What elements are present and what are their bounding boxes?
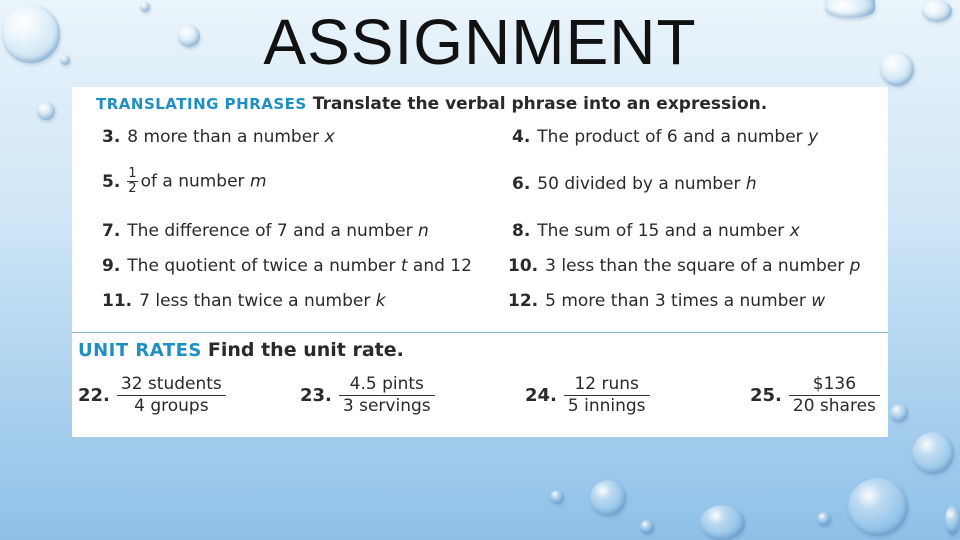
- item-number: 9.: [102, 256, 121, 276]
- rate-item: [300, 374, 435, 417]
- unit-rates-header: [78, 339, 404, 361]
- list-item: 8. The sum of 15 and a number x: [512, 221, 800, 241]
- list-item: 6. 50 divided by a number h: [512, 174, 757, 194]
- water-drop: [890, 404, 908, 422]
- translating-header: [96, 94, 767, 114]
- item-number: 10.: [508, 256, 539, 276]
- worksheet-image: [72, 87, 888, 437]
- rate-fraction: $136 20 shares: [789, 374, 880, 417]
- list-item: 10. 3 less than the square of a number p: [508, 256, 861, 276]
- section-divider: [72, 332, 888, 333]
- item-number: 6.: [512, 174, 531, 194]
- list-item: 4. The product of 6 and a number y: [512, 127, 819, 147]
- rate-item: [78, 374, 226, 417]
- item-number: 7.: [102, 221, 121, 241]
- rate-fraction: 4.5 pints 3 servings: [339, 374, 435, 417]
- page-title: ASSIGNMENT: [263, 6, 697, 78]
- translating-instruction: Translate the verbal phrase into an expression.: [312, 94, 768, 114]
- item-number: 24.: [525, 385, 557, 406]
- translating-heading: TRANSLATING PHRASES: [96, 95, 307, 113]
- water-drop: [640, 520, 654, 534]
- item-number: 5.: [102, 171, 121, 192]
- water-drop: [945, 505, 960, 535]
- unit-rates-instruction: Find the unit rate.: [207, 339, 404, 361]
- list-item: 9. The quotient of twice a number t and 12: [102, 256, 472, 276]
- item-number: 3.: [102, 127, 121, 147]
- list-item: 5. $\frac{1}{2}$ of a number m: [102, 166, 267, 196]
- water-drop: [912, 432, 954, 474]
- list-item: 11. 7 less than twice a number k: [102, 291, 386, 311]
- item-number: 12.: [508, 291, 539, 311]
- item-number: 22.: [78, 385, 110, 406]
- rate-item: [750, 374, 880, 417]
- fraction: $\frac{1}{2}$: [128, 166, 137, 196]
- rate-fraction: 12 runs 5 innings: [564, 374, 650, 417]
- list-item: 7. The difference of 7 and a number n: [102, 221, 429, 241]
- list-item: 3. 8 more than a number x: [102, 127, 335, 147]
- list-item: 12. 5 more than 3 times a number w: [508, 291, 826, 311]
- rate-item: [525, 374, 650, 417]
- item-number: 4.: [512, 127, 531, 147]
- rate-fraction: 32 students 4 groups: [117, 374, 226, 417]
- item-number: 25.: [750, 385, 782, 406]
- water-drop: [37, 102, 55, 120]
- water-drop: [590, 480, 626, 516]
- item-number: 23.: [300, 385, 332, 406]
- water-drop: [550, 490, 564, 504]
- unit-rates-heading: UNIT RATES: [78, 340, 202, 361]
- water-drop: [817, 512, 831, 526]
- water-drop: [700, 505, 745, 540]
- water-drop: [848, 478, 908, 536]
- item-number: 8.: [512, 221, 531, 241]
- item-number: 11.: [102, 291, 133, 311]
